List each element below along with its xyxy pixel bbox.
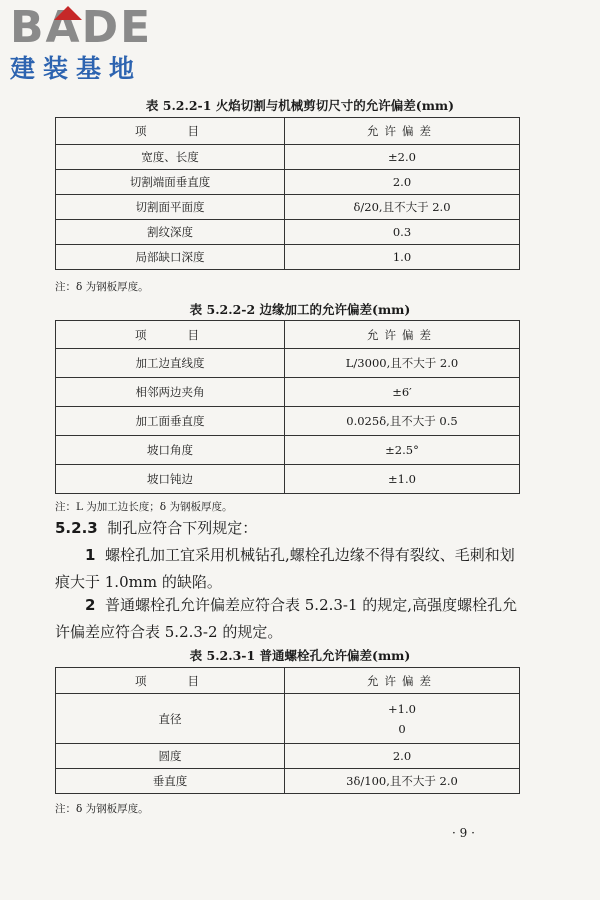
table-header-row	[56, 668, 520, 694]
header-item: 项 目	[56, 118, 285, 145]
lower-deviation: 0	[398, 721, 406, 736]
row-value: ±6′	[285, 378, 520, 407]
table2-caption: 表 5.2.2-2 边缘加工的允许偏差(mm)	[189, 302, 411, 317]
header-deviation: 允许偏差	[285, 118, 520, 145]
row-label: 直径	[56, 694, 285, 744]
logo-subtitle: 建装基地	[10, 54, 143, 83]
row-value	[285, 694, 520, 744]
row-value: ±2.0	[285, 145, 520, 170]
header-deviation: 允许偏差	[285, 321, 520, 349]
table1	[55, 117, 520, 270]
row-value: ±2.5°	[285, 436, 520, 465]
row-value: 3δ/100,且不大于 2.0	[285, 769, 520, 794]
row-label: 坡口角度	[56, 436, 285, 465]
table-row	[56, 170, 520, 195]
logo	[10, 4, 180, 84]
item-number: 1	[85, 546, 96, 564]
table-row	[56, 349, 520, 378]
table-header-row	[56, 321, 520, 349]
table-row	[56, 407, 520, 436]
item-text: 普通螺栓孔允许偏差应符合表 5.2.3-1 的规定,高强度螺栓孔允许偏差应符合表 5.2.3-2 的规定。	[55, 596, 518, 641]
section-heading	[55, 515, 525, 542]
table3-note: 注：δ 为钢板厚度。	[55, 803, 149, 815]
table-header-row	[56, 118, 520, 145]
row-label: 加工面垂直度	[56, 407, 285, 436]
table-row	[56, 465, 520, 494]
table-row	[56, 195, 520, 220]
header-item: 项 目	[56, 321, 285, 349]
table3	[55, 667, 520, 794]
table2-note: 注：L 为加工边长度；δ 为钢板厚度。	[55, 501, 233, 513]
page-number: · 9 ·	[452, 826, 475, 840]
row-label: 割纹深度	[56, 220, 285, 245]
row-value: L/3000,且不大于 2.0	[285, 349, 520, 378]
row-label: 宽度、长度	[56, 145, 285, 170]
table-row	[56, 145, 520, 170]
row-value: 1.0	[285, 245, 520, 270]
table-row	[56, 245, 520, 270]
row-value: 0.3	[285, 220, 520, 245]
item-text: 螺栓孔加工宜采用机械钻孔,螺栓孔边缘不得有裂纹、毛刺和划痕大于 1.0mm 的缺陷。	[55, 546, 515, 591]
section-title: 制孔应符合下列规定：	[107, 519, 258, 537]
header-deviation: 允许偏差	[285, 668, 520, 694]
table-row	[56, 744, 520, 769]
row-value: δ/20,且不大于 2.0	[285, 195, 520, 220]
row-label: 切割端面垂直度	[56, 170, 285, 195]
section-item-2	[55, 592, 525, 646]
logo-triangle-icon	[54, 6, 82, 20]
row-label: 垂直度	[56, 769, 285, 794]
table1-caption: 表 5.2.2-1 火焰切割与机械剪切尺寸的允许偏差(mm)	[145, 98, 455, 113]
table-row	[56, 436, 520, 465]
row-label: 切割面平面度	[56, 195, 285, 220]
logo-wordmark: BADE	[10, 2, 153, 53]
table-row	[56, 769, 520, 794]
table2	[55, 320, 520, 494]
upper-deviation: +1.0	[388, 701, 416, 716]
table-row	[56, 378, 520, 407]
header-item: 项 目	[56, 668, 285, 694]
row-label: 局部缺口深度	[56, 245, 285, 270]
table-row	[56, 220, 520, 245]
row-value: ±1.0	[285, 465, 520, 494]
row-value: 0.025δ,且不大于 0.5	[285, 407, 520, 436]
row-label: 坡口钝边	[56, 465, 285, 494]
table-row	[56, 694, 520, 744]
section-number: 5.2.3	[55, 519, 98, 537]
row-label: 加工边直线度	[56, 349, 285, 378]
section-item-1	[55, 542, 525, 596]
row-value: 2.0	[285, 170, 520, 195]
table3-caption: 表 5.2.3-1 普通螺栓孔允许偏差(mm)	[189, 648, 411, 663]
item-number: 2	[85, 596, 96, 614]
table1-note: 注：δ 为钢板厚度。	[55, 281, 149, 293]
row-label: 圆度	[56, 744, 285, 769]
row-value: 2.0	[285, 744, 520, 769]
row-label: 相邻两边夹角	[56, 378, 285, 407]
